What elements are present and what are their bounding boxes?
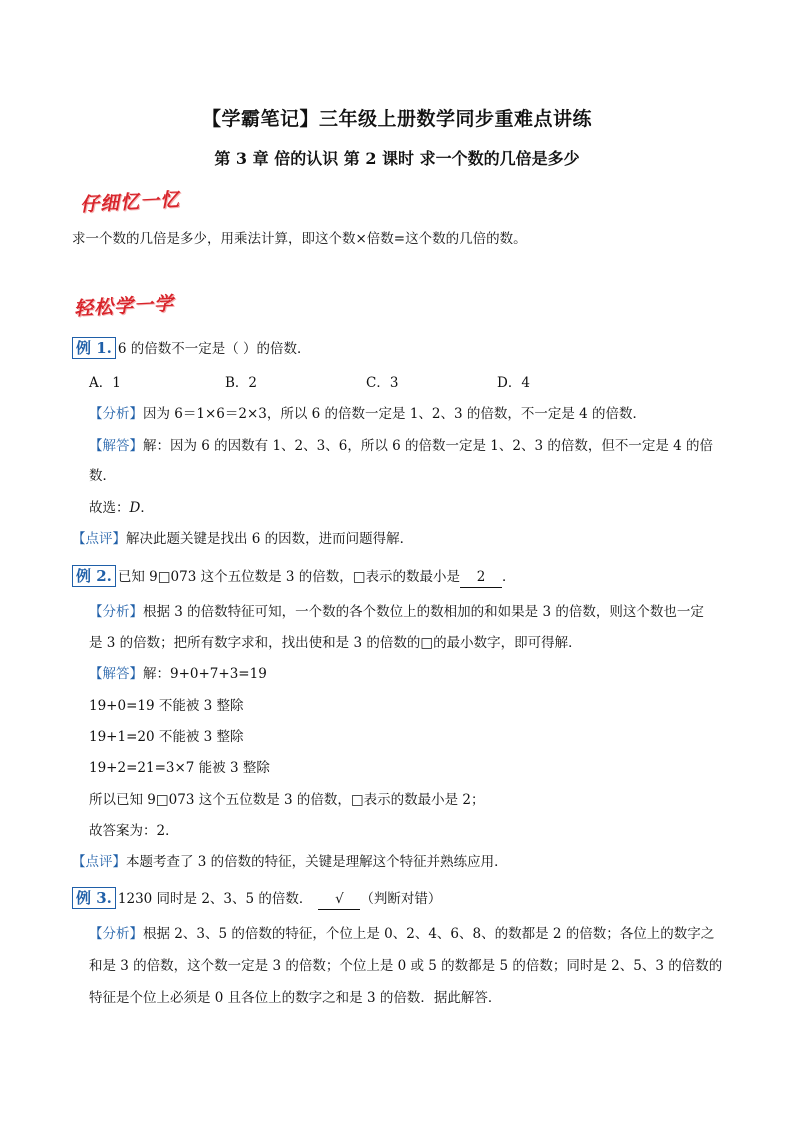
example2-question: 已知 9□073 这个五位数是 3 的倍数，□表示的数最小是 bbox=[117, 569, 461, 585]
example3-question-row bbox=[72, 887, 441, 910]
example3-question-end: （判断对错） bbox=[360, 891, 442, 907]
example2-step-2: 19+1=20 不能被 3 整除 bbox=[89, 729, 244, 745]
example1-answer-text: 解：因为 6 的因数有 1、2、3、6，所以 6 的倍数一定是 1、2、3 的倍数，但不一定是 4 的倍 bbox=[143, 438, 714, 454]
example1-answer bbox=[89, 436, 713, 456]
example1-option-a: A．1 bbox=[89, 375, 121, 391]
example1-question: 6 的倍数不一定是（ ）的倍数． bbox=[117, 341, 311, 357]
choice-letter: D bbox=[129, 500, 141, 516]
choice-suffix: ． bbox=[140, 500, 154, 516]
answer-tag: 【解答】 bbox=[89, 666, 143, 682]
example1-option-b: B．2 bbox=[225, 375, 258, 391]
example1-option-d: D．4 bbox=[497, 375, 530, 391]
example3-analysis-text: 根据 2、3、5 的倍数的特征，个位上是 0、2、4、6、8、的数都是 2 的倍数；各位上的数字之 bbox=[143, 926, 715, 942]
analysis-tag: 【分析】 bbox=[89, 406, 143, 422]
example2-step-1: 19+0=19 不能被 3 整除 bbox=[89, 698, 244, 714]
recall-text: 求一个数的几倍是多少，用乘法计算，即这个数×倍数=这个数的几倍的数。 bbox=[72, 231, 527, 247]
comment-tag: 【点评】 bbox=[72, 854, 126, 870]
example3-answer-blank: √ bbox=[318, 889, 360, 910]
learn-heading: 轻松学一学 bbox=[73, 292, 175, 320]
example1-comment-text: 解决此题关键是找出 6 的因数，进而问题得解． bbox=[126, 531, 414, 547]
example1-label: 例 1. bbox=[72, 337, 116, 359]
example1-analysis bbox=[89, 404, 646, 424]
example1-option-c: C．3 bbox=[366, 375, 399, 391]
lesson-subtitle: 第 3 章 倍的认识 第 2 课时 求一个数的几倍是多少 bbox=[214, 149, 580, 168]
comment-tag: 【点评】 bbox=[72, 531, 126, 547]
example2-answer bbox=[89, 664, 267, 684]
document-title: 【学霸笔记】三年级上册数学同步重难点讲练 bbox=[201, 108, 592, 130]
example2-comment bbox=[72, 852, 508, 872]
example2-analysis bbox=[89, 602, 704, 622]
example1-analysis-text: 因为 6＝1×6＝2×3，所以 6 的倍数一定是 1、2、3 的倍数，不一定是 4 的倍数． bbox=[143, 406, 647, 422]
example2-step-3: 19+2=21=3×7 能被 3 整除 bbox=[89, 760, 270, 776]
choice-prefix: 故选： bbox=[89, 500, 130, 516]
example2-answer-blank: 2 bbox=[460, 567, 502, 588]
answer-tag: 【解答】 bbox=[89, 438, 143, 454]
example2-analysis-cont: 是 3 的倍数；把所有数字求和，找出使和是 3 的倍数的□的最小数字，即可得解． bbox=[89, 635, 582, 651]
example2-answer-text: 解：9+0+7+3=19 bbox=[143, 666, 267, 682]
analysis-tag: 【分析】 bbox=[89, 604, 143, 620]
example2-analysis-text: 根据 3 的倍数特征可知，一个数的各个数位上的数相加的和如果是 3 的倍数，则这个数也一定 bbox=[143, 604, 704, 620]
example3-label: 例 3. bbox=[72, 887, 116, 909]
example2-final: 故答案为：2． bbox=[89, 823, 179, 839]
example3-analysis-cont-2: 特征是个位上必须是 0 且各位上的数字之和是 3 的倍数．据此解答． bbox=[89, 990, 502, 1006]
example1-answer-cont: 数． bbox=[89, 468, 116, 484]
analysis-tag: 【分析】 bbox=[89, 926, 143, 942]
example3-analysis bbox=[89, 924, 714, 944]
example2-label: 例 2. bbox=[72, 565, 116, 587]
recall-heading: 仔细忆一忆 bbox=[79, 188, 181, 216]
example2-conclusion: 所以已知 9□073 这个五位数是 3 的倍数，□表示的数最小是 2； bbox=[89, 792, 485, 808]
example3-question: 1230 同时是 2、3、5 的倍数． bbox=[117, 891, 313, 907]
example2-question-end: ． bbox=[502, 569, 516, 585]
example3-analysis-cont-1: 和是 3 的倍数，这个数一定是 3 的倍数；个位上是 0 或 5 的数都是 5 的倍数；同时是 2、5、3 的倍数的 bbox=[89, 958, 723, 974]
example2-question-row bbox=[72, 565, 516, 588]
example2-comment-text: 本题考查了 3 的倍数的特征，关键是理解这个特征并熟练应用． bbox=[126, 854, 508, 870]
example1-choice bbox=[89, 498, 154, 518]
example1-question-row bbox=[72, 337, 311, 359]
example1-comment bbox=[72, 529, 413, 549]
